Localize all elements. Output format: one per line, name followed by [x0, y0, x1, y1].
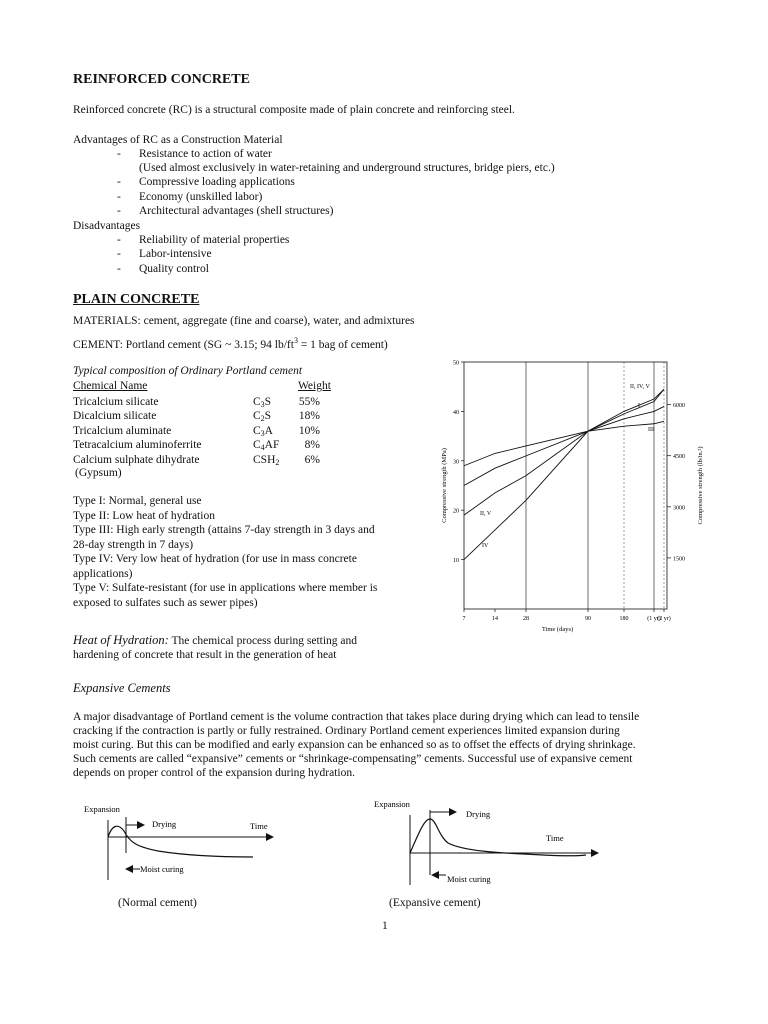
x-tick-label: 180 [619, 616, 629, 622]
disadvantage-item: Reliability of material properties [139, 234, 290, 246]
advantage-item: Compressive loading applications [139, 176, 295, 188]
y2-tick-label: 3000 [673, 505, 685, 512]
bullet-dash: - [117, 248, 121, 260]
y-tick-label: 10 [453, 558, 459, 565]
column-header-chemical-name: Chemical Name [73, 380, 148, 392]
series-line [464, 389, 664, 559]
expansion-curve [108, 826, 253, 857]
type-line: Type II: Low heat of hydration [73, 510, 215, 522]
drying-label: Drying [466, 809, 491, 819]
y-tick-label: 20 [453, 508, 459, 515]
strength-chart [432, 352, 712, 642]
bullet-dash: - [117, 205, 121, 217]
chemical-formula: $C_3A$ [253, 425, 273, 438]
expansive-para-line: Such cements are called “expansive” cements or “shrinkage-compensating” cements. Successful use of expansive cement [73, 753, 633, 765]
expansive-cements-title: Expansive Cements [73, 681, 171, 695]
expansive-cement-caption: (Expansive cement) [389, 897, 481, 909]
series-label: II, V [480, 511, 492, 517]
bullet-dash: - [117, 234, 121, 246]
heat-of-hydration-line2: hardening of concrete that result in the generation of heat [73, 649, 337, 661]
expansion-label: Expansion [84, 804, 120, 814]
type-line: applications) [73, 568, 133, 580]
chemical-formula: $CSH_2$ [253, 454, 280, 467]
normal-cement-caption: (Normal cement) [118, 897, 197, 909]
x-tick-label: 14 [492, 616, 498, 622]
series-label: I [638, 403, 640, 409]
expansive-para-line: A major disadvantage of Portland cement is the volume contraction that takes place during drying which can lead to tensile [73, 711, 640, 723]
moist-curing-label: Moist curing [447, 874, 491, 884]
disadvantage-item: Labor-intensive [139, 248, 212, 260]
chemical-formula: $C_3S$ [253, 396, 272, 409]
bullet-dash: - [117, 176, 121, 188]
weight-value: 6% [304, 454, 320, 466]
advantages-title: Advantages of RC as a Construction Material [73, 134, 283, 146]
advantage-item: Resistance to action of water [139, 148, 272, 160]
y-tick-label: 50 [453, 360, 459, 367]
type-line: Type V: Sulfate-resistant (for use in applications where member is [73, 582, 378, 594]
y2-tick-label: 1500 [673, 556, 685, 563]
gypsum-note: (Gypsum) [75, 467, 122, 479]
page-title: REINFORCED CONCRETE [73, 72, 250, 87]
series-label: III [648, 427, 654, 433]
weight-value: 10% [298, 425, 320, 437]
page-number: 1 [382, 920, 388, 932]
composition-title: Typical composition of Ordinary Portland cement [73, 365, 303, 377]
plot-frame [464, 362, 667, 609]
advantage-item: Architectural advantages (shell structures) [139, 205, 334, 217]
drying-label: Drying [152, 819, 177, 829]
chemical-name: Dicalcium silicate [73, 410, 157, 422]
cement-line: CEMENT: Portland cement (SG ~ 3.15; 94 $lb/ft^3 = 1$ bag of cement) [73, 336, 388, 351]
y2-axis-label: Compressive strength (lb/in.²) [697, 446, 704, 525]
chemical-name: Tetracalcium aluminoferrite [73, 439, 202, 451]
chemical-formula: $C_2S$ [253, 410, 272, 423]
type-line: Type IV: Very low heat of hydration (for use in mass concrete [73, 553, 357, 565]
materials-line: MATERIALS: cement, aggregate (fine and coarse), water, and admixtures [73, 315, 415, 327]
expansive-para-line: cracking if the contraction is partly or fully restrained. Ordinary Portland cement experiences limited expansion during [73, 725, 620, 737]
y-tick-label: 40 [453, 409, 459, 416]
bullet-dash: - [117, 148, 121, 160]
y-tick-label: 30 [453, 459, 459, 466]
type-line: 28-day strength in 7 days) [73, 539, 194, 551]
expansive-cement-diagram [368, 795, 608, 895]
heat-of-hydration-line: Heat of Hydration: The chemical process during setting and [73, 633, 358, 647]
type-line: exposed to sulfates such as sewer pipes) [73, 597, 258, 609]
x-tick-label: (2 yr) [657, 616, 671, 622]
chemical-name: Tricalcium aluminate [73, 425, 172, 437]
column-header-weight: Weight [298, 380, 331, 392]
expansion-label: Expansion [374, 799, 410, 809]
x-axis-label: Time (days) [541, 626, 574, 633]
weight-value: 55% [298, 396, 320, 408]
expansive-para-line: moist curing. But this can be modified and early expansion can be enhanced so as to offset the effects of drying shrinkage. [73, 739, 636, 751]
time-label: Time [250, 821, 268, 831]
bullet-dash: - [117, 263, 121, 275]
bullet-dash: - [117, 191, 121, 203]
y-axis-label: Compressive strength (MPa) [441, 448, 448, 523]
series-line [464, 406, 664, 485]
advantage-note: (Used almost exclusively in water-retaining and underground structures, bridge piers, etc.) [139, 162, 555, 174]
series-line [464, 389, 664, 515]
type-line: Type III: High early strength (attains 7-day strength in 3 days and [73, 524, 375, 536]
chemical-name: Calcium sulphate dihydrate [73, 454, 200, 466]
series-label: II, IV, V [630, 384, 650, 390]
weight-value: 18% [298, 410, 320, 422]
time-label: Time [546, 833, 564, 843]
advantage-item: Economy (unskilled labor) [139, 191, 263, 203]
x-tick-label: 7 [462, 616, 466, 622]
disadvantages-title: Disadvantages [73, 220, 141, 232]
type-line: Type I: Normal, general use [73, 495, 202, 507]
x-tick-label: (1 yr) [647, 616, 661, 622]
x-tick-label: 28 [523, 616, 529, 622]
y2-tick-label: 6000 [673, 403, 685, 410]
expansive-para-line: depends on proper control of the expansion during hydration. [73, 767, 356, 779]
chemical-name: Tricalcium silicate [73, 396, 159, 408]
moist-curing-label: Moist curing [140, 864, 184, 874]
chemical-formula: $C_4AF$ [253, 439, 280, 452]
intro-paragraph: Reinforced concrete (RC) is a structural composite made of plain concrete and reinforcing steel. [73, 104, 515, 116]
y2-tick-label: 4500 [673, 454, 685, 461]
disadvantage-item: Quality control [139, 263, 209, 275]
normal-cement-diagram [78, 795, 288, 890]
x-tick-label: 90 [585, 616, 591, 622]
weight-value: 8% [304, 439, 320, 451]
section-heading-plain-concrete: PLAIN CONCRETE [73, 292, 200, 307]
series-line [464, 421, 664, 465]
series-label: IV [482, 543, 489, 549]
